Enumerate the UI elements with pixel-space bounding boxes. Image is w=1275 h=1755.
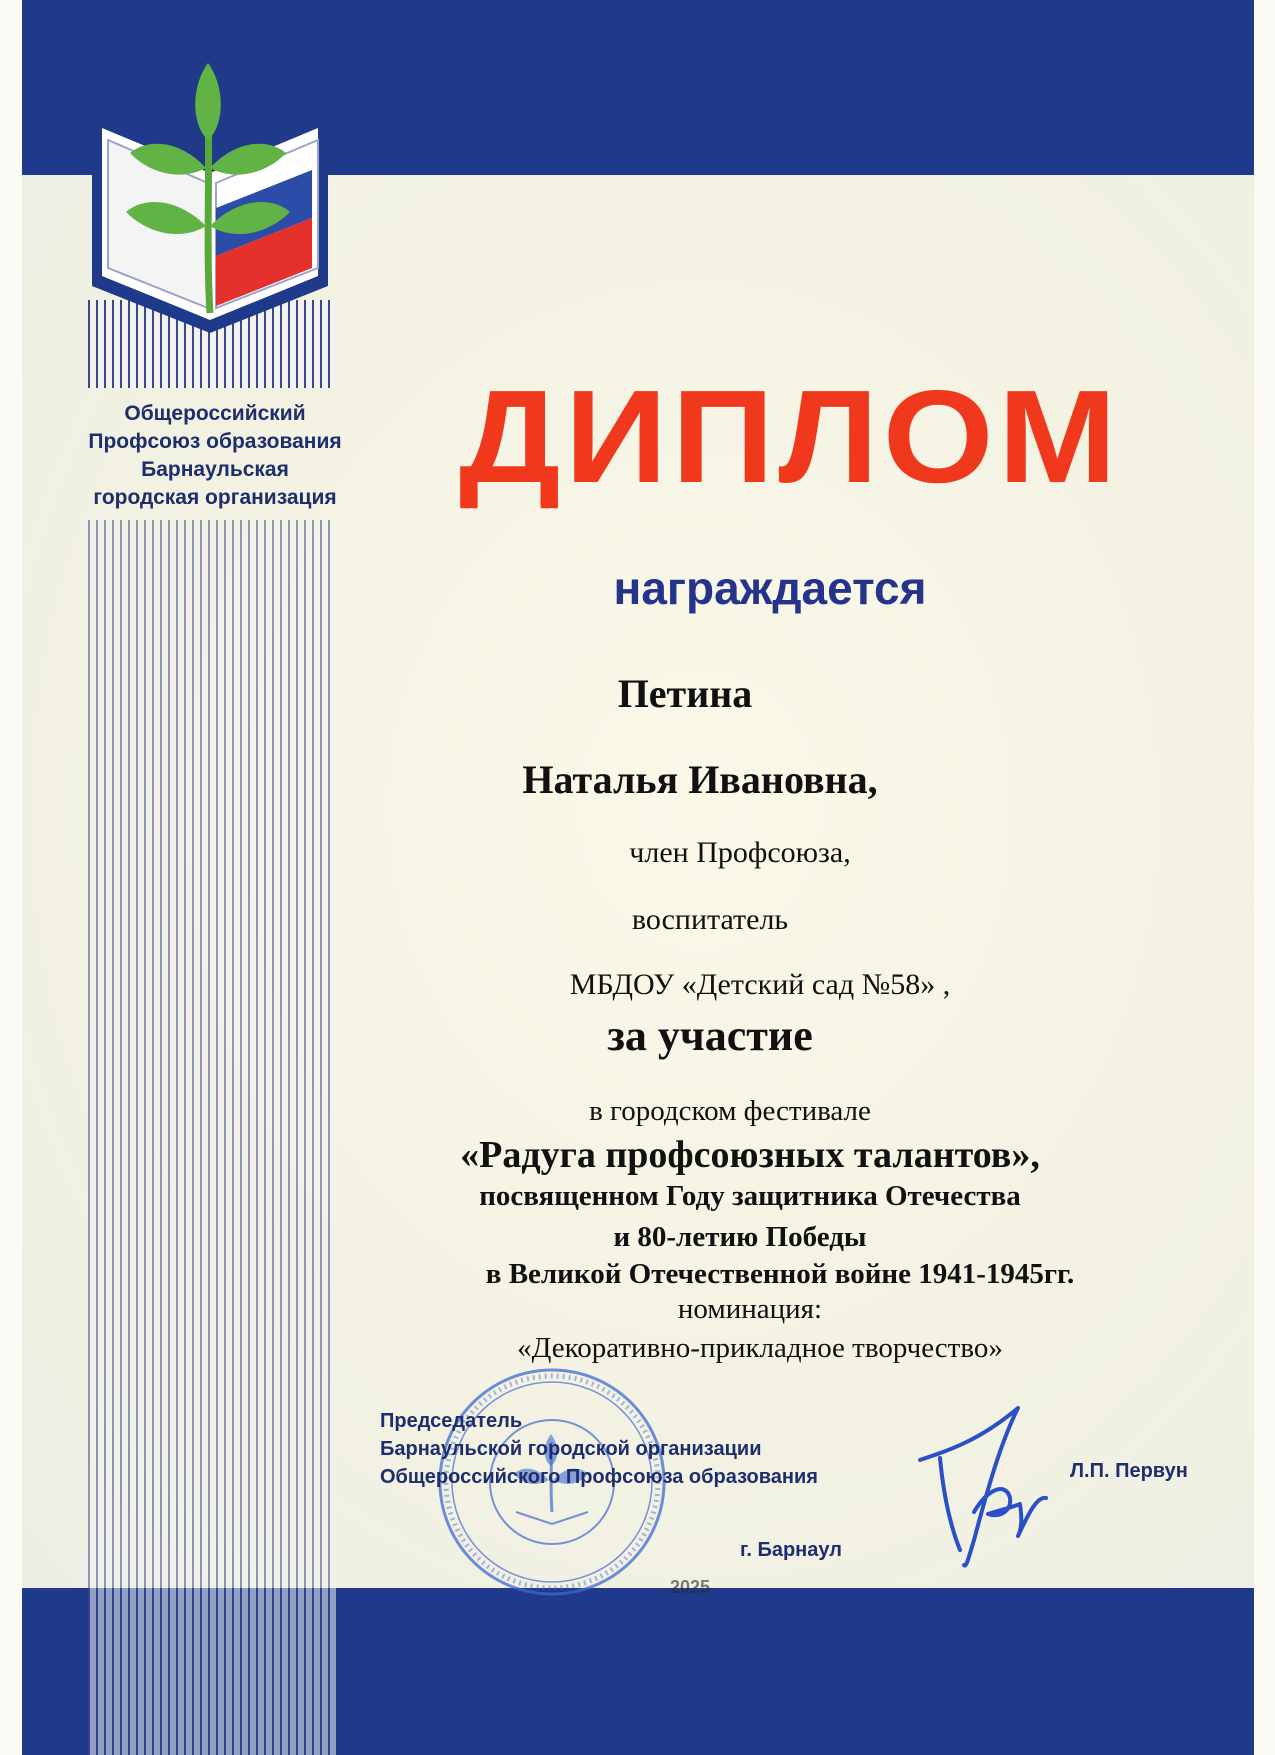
festival-dedication-line-3: в Великой Отечественной войне 1941-1945гг. [485, 1258, 1075, 1290]
awarded-subtitle: награждается [613, 562, 927, 614]
festival-intro: в городском фестивале [589, 1095, 871, 1127]
signatory-title [380, 1407, 840, 1491]
recipient-membership: член Профсоюза, [629, 836, 851, 869]
place-label: г. Барнаул [740, 1539, 842, 1561]
decorative-stripes-lower [88, 520, 336, 1755]
festival-dedication-line-1: посвященном Году защитника Отечества [479, 1180, 1021, 1212]
organization-line-3: Барнаульская [141, 458, 289, 481]
recipient-surname: Петина [617, 671, 753, 716]
signatory-name: Л.П. Первун [1070, 1460, 1188, 1482]
award-reason: за участие [607, 1011, 813, 1060]
signatory-title-line-3: Общероссийского Профсоюза образования [380, 1466, 818, 1488]
nomination-value: «Декоративно-прикладное творчество» [517, 1332, 1003, 1364]
diploma-title: ДИПЛОМ [458, 363, 1122, 510]
organization-line-1: Общероссийский [124, 402, 306, 425]
year-label: 2025 [669, 1577, 711, 1597]
festival-dedication-line-2: и 80-летию Победы [613, 1221, 867, 1253]
handwritten-signature [910, 1400, 1050, 1570]
organization-line-2: Профсоюз образования [88, 430, 342, 453]
union-book-sprout-logo [90, 58, 340, 333]
festival-name: «Радуга профсоюзных талантов», [460, 1134, 1040, 1176]
nomination-label: номинация: [677, 1293, 823, 1325]
organization-line-4: городская организация [93, 486, 337, 509]
recipient-name: Наталья Ивановна, [522, 757, 878, 802]
signatory-title-line-1: Председатель [380, 1410, 523, 1432]
recipient-institution: МБДОУ «Детский сад №58» , [569, 968, 951, 1001]
signatory-title-line-2: Барнаульской городской организации [380, 1438, 762, 1460]
recipient-position: воспитатель [631, 903, 789, 936]
organization-name [80, 400, 350, 512]
